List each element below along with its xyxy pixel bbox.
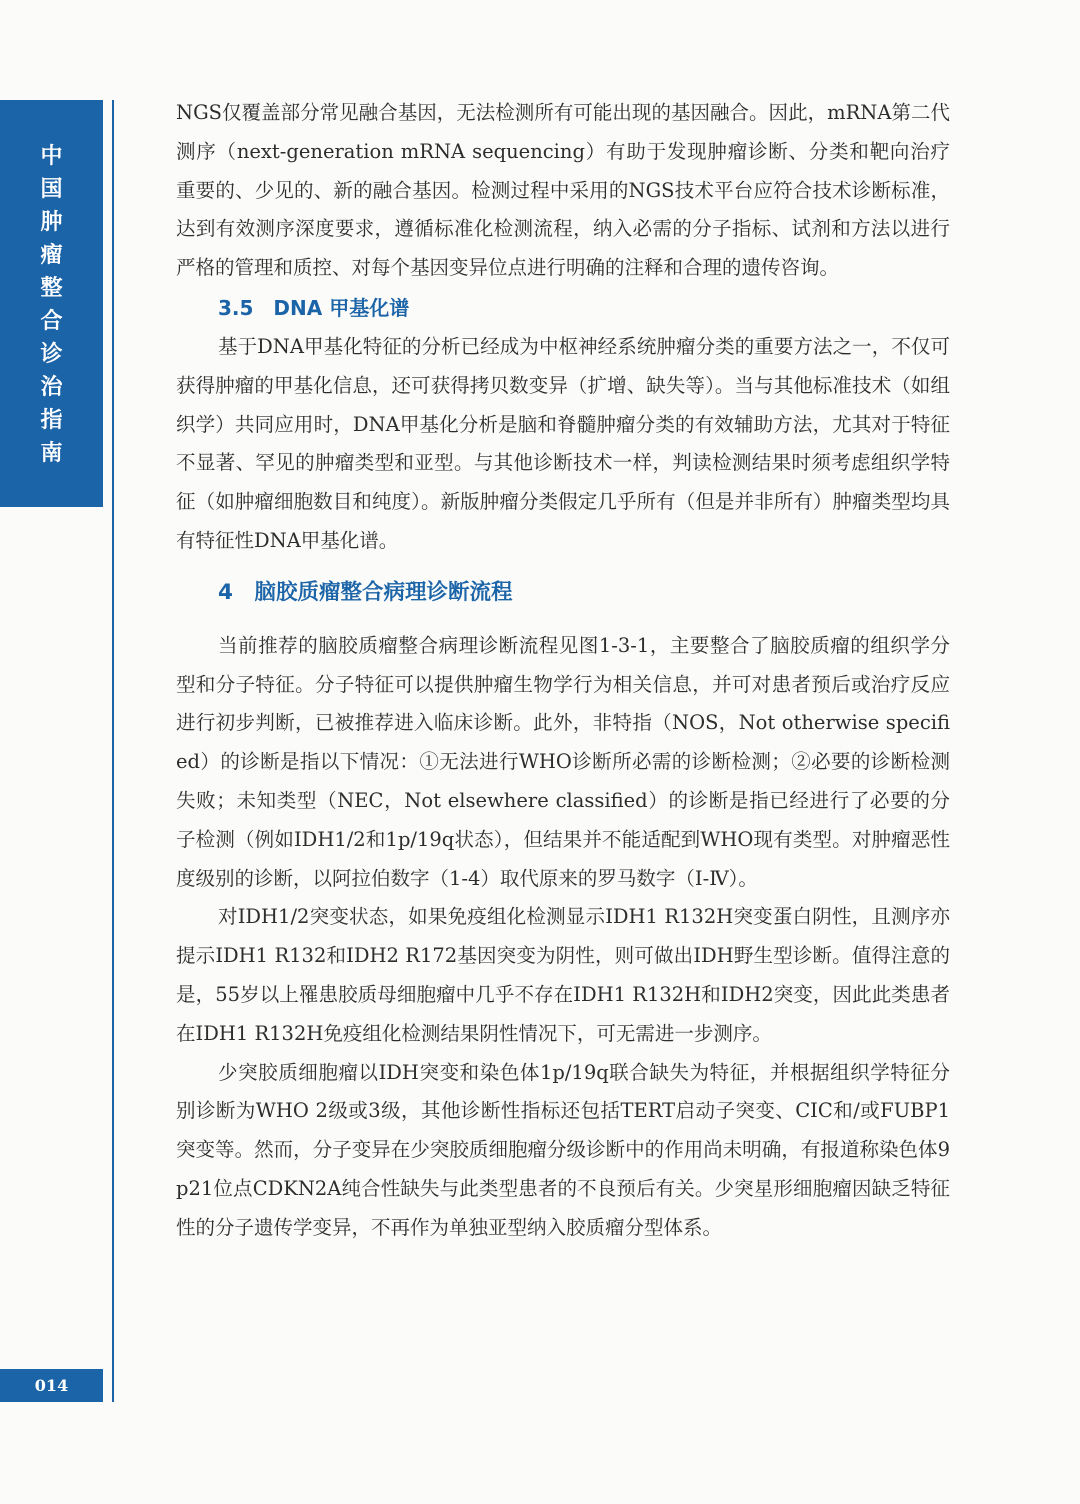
page-number: 014 — [0, 1369, 103, 1402]
book-title-char: 治 — [40, 375, 63, 400]
book-title-char: 合 — [40, 309, 63, 334]
book-title-char: 中 — [40, 144, 63, 169]
book-title-char: 指 — [40, 408, 63, 433]
page-content — [176, 94, 950, 1248]
book-title-char: 国 — [40, 177, 63, 202]
margin-rule — [112, 100, 114, 1402]
book-title-char: 诊 — [40, 342, 63, 367]
paragraph-dna-methylation: 基于DNA甲基化特征的分析已经成为中枢神经系统肿瘤分类的重要方法之一，不仅可获得肿瘤的甲基化信息，还可获得拷贝数变异（扩增、缺失等）。当与其他标准技术（如组织学）共同应用时，DNA甲基化分析是脑和脊髓肿瘤分类的有效辅助方法，尤其对于特征不显著、罕见的肿瘤类型和亚型。与其他诊断技术一样，判读检测结果时须考虑组织学特征（如肿瘤细胞数目和纯度）。新版肿瘤分类假定几乎所有（但是并非所有）肿瘤类型均具有特征性DNA甲基化谱。 — [176, 334, 950, 552]
book-title-char: 瘤 — [40, 243, 63, 268]
book-title-char: 整 — [40, 276, 63, 301]
paragraph-diagnosis-flow: 当前推荐的脑胶质瘤整合病理诊断流程见图1-3-1，主要整合了脑胶质瘤的组织学分型和分子特征。分子特征可以提供肿瘤生物学行为相关信息，并可对患者预后或治疗反应进行初步判断，已被推荐进入临床诊断。此外，非特指（NOS，Not otherwise specified）的诊断是指以下情况：①无法进行WHO诊断所必需的诊断检测；②必要的诊断检测失败；未知类型（NEC，Not elsewhere classified）的诊断是指已经进行了必要的分子检测（例如IDH1/2和1p/19q状态），但结果并不能适配到WHO现有类型。对肿瘤恶性度级别的诊断，以阿拉伯数字（1-4）取代原来的罗马数字（Ⅰ-Ⅳ）。 — [176, 633, 950, 890]
book-title-char: 肿 — [40, 210, 63, 235]
paragraph-ngs: NGS仅覆盖部分常见融合基因，无法检测所有可能出现的基因融合。因此，mRNA第二代测序（next-generation mRNA sequencing）有助于发现肿瘤诊断、分类和靶向治疗重要的、少见的、新的融合基因。检测过程中采用的NGS技术平台应符合技术诊断标准，达到有效测序深度要求，遵循标准化检测流程，纳入必需的分子指标、试剂和方法以进行严格的管理和质控、对每个基因变异位点进行明确的注释和合理的遗传咨询。 — [176, 101, 950, 280]
book-title-vertical — [0, 140, 103, 470]
section-heading-3-5: 3.5 DNA 甲基化谱 — [218, 295, 410, 320]
paragraph-oligodendroglioma: 少突胶质细胞瘤以IDH突变和染色体1p/19q联合缺失为特征，并根据组织学特征分别诊断为WHO 2级或3级，其他诊断性指标还包括TERT启动子突变、CIC和/或FUBP1突变等。然而，分子变异在少突胶质细胞瘤分级诊断中的作用尚未明确，有报道称染色体9p21位点CDKN2A纯合性缺失与此类型患者的不良预后有关。少突星形细胞瘤因缺乏特征性的分子遗传学变异，不再作为单独亚型纳入胶质瘤分型体系。 — [176, 1060, 950, 1239]
book-title-char: 南 — [40, 441, 63, 466]
paragraph-idh-status: 对IDH1/2突变状态，如果免疫组化检测显示IDH1 R132H突变蛋白阴性，且测序亦提示IDH1 R132和IDH2 R172基因突变为阴性，则可做出IDH野生型诊断。值得注意的是，55岁以上罹患胶质母细胞瘤中几乎不存在IDH1 R132H和IDH2突变，因此此类患者在IDH1 R132H免疫组化检测结果阴性情况下，可无需进一步测序。 — [176, 905, 950, 1045]
section-heading-4: 4 脑胶质瘤整合病理诊断流程 — [218, 579, 513, 605]
